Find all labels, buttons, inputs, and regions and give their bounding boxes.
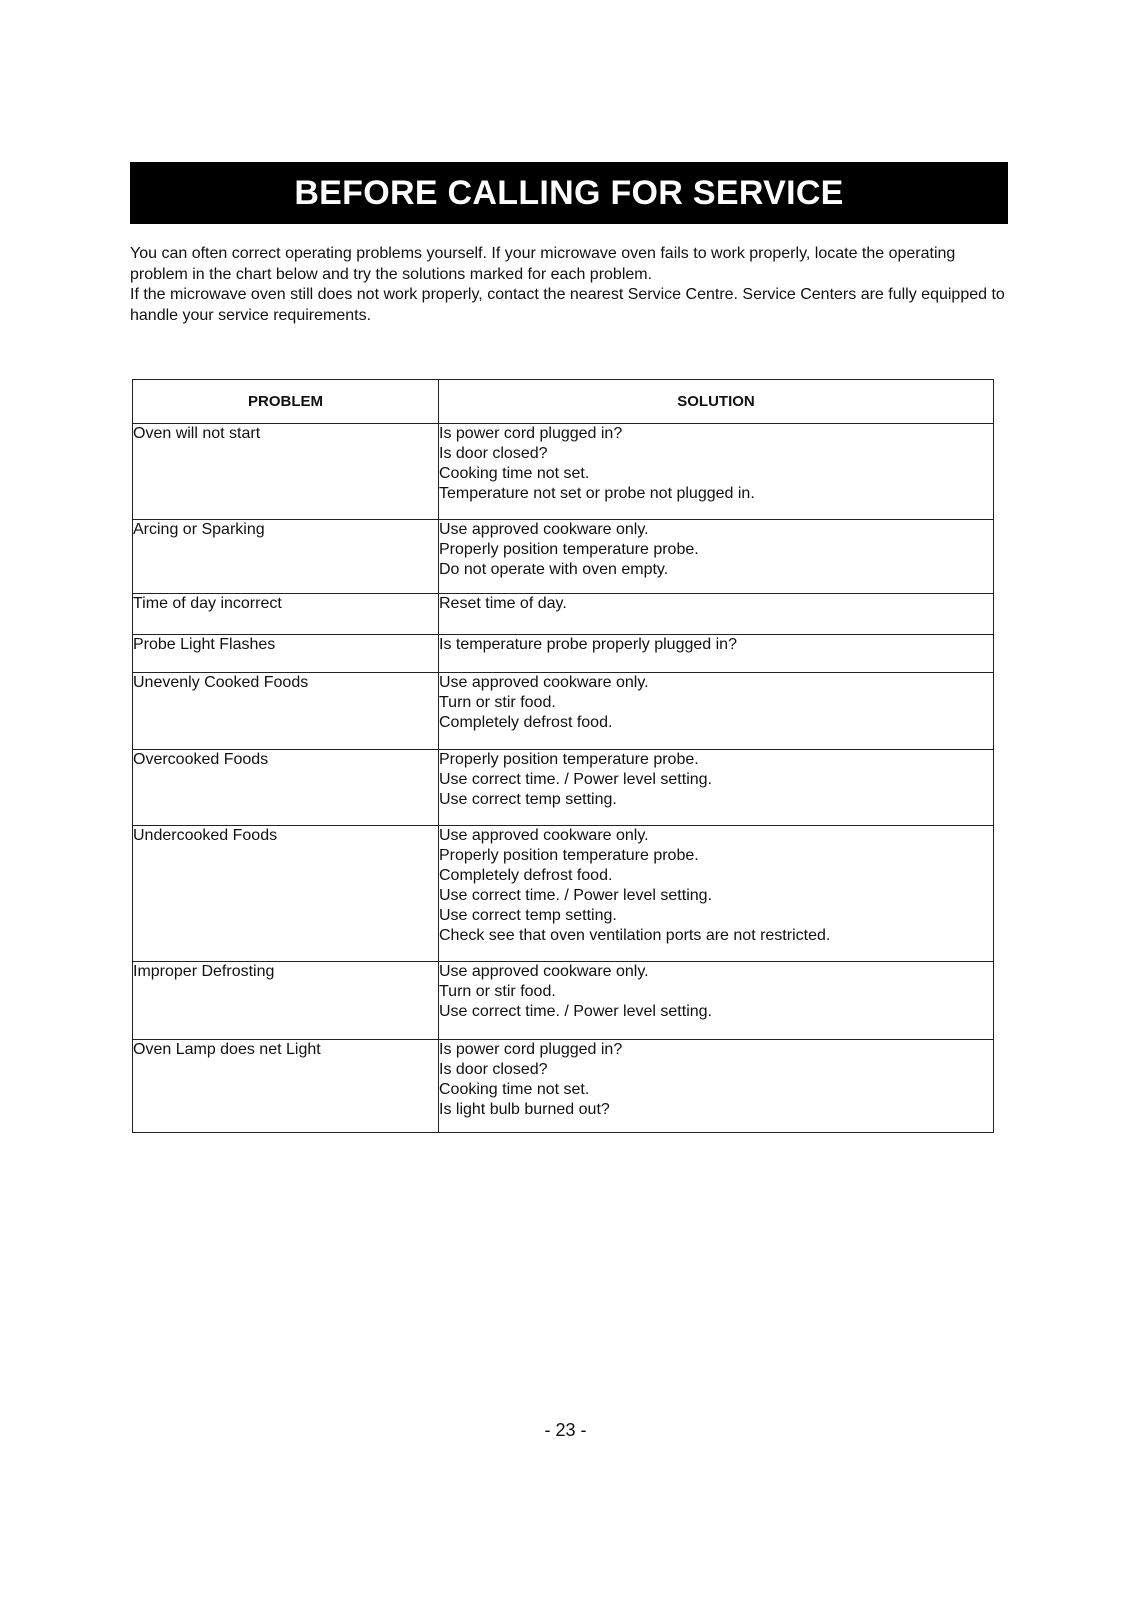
solution-cell (439, 424, 994, 520)
solution-line: Turn or stir food. (439, 983, 556, 1000)
solution-cell (439, 594, 994, 635)
problem-cell: Arcing or Sparking (133, 520, 439, 594)
solution-line: Completely defrost food. (439, 867, 613, 884)
table-row (133, 594, 994, 635)
table-row (133, 1040, 994, 1133)
intro-text (130, 244, 1010, 326)
solution-line: Is door closed? (439, 445, 548, 462)
table-row (133, 635, 994, 673)
solution-line: Use approved cookware only. (439, 674, 649, 691)
solution-line: Use correct temp setting. (439, 791, 617, 808)
problem-cell: Oven Lamp does net Light (133, 1040, 439, 1133)
solution-line: Completely defrost food. (439, 714, 613, 731)
solution-line: Use approved cookware only. (439, 963, 649, 980)
table-row (133, 424, 994, 520)
header-problem: PROBLEM (133, 380, 439, 424)
table-body (133, 424, 994, 1133)
solution-cell (439, 635, 994, 673)
problem-cell: Oven will not start (133, 424, 439, 520)
problem-cell: Overcooked Foods (133, 750, 439, 826)
table-row (133, 962, 994, 1040)
solution-cell (439, 1040, 994, 1133)
page-number: - 23 - (544, 1420, 587, 1440)
page-title-banner (130, 162, 1008, 224)
problem-cell: Unevenly Cooked Foods (133, 673, 439, 750)
solution-cell (439, 673, 994, 750)
solution-line: Turn or stir food. (439, 694, 556, 711)
solution-line: Check see that oven ventilation ports are not restricted. (439, 927, 831, 944)
solution-line: Temperature not set or probe not plugged in. (439, 485, 755, 502)
solution-line: Is power cord plugged in? (439, 425, 623, 442)
solution-line: Is temperature probe properly plugged in? (439, 636, 737, 653)
problem-cell: Time of day incorrect (133, 594, 439, 635)
solution-line: Is power cord plugged in? (439, 1041, 623, 1058)
table-row (133, 673, 994, 750)
solution-line: Properly position temperature probe. (439, 751, 699, 768)
table-header-row (133, 380, 994, 424)
solution-line: Use correct time. / Power level setting. (439, 887, 712, 904)
solution-line: Use approved cookware only. (439, 827, 649, 844)
intro-paragraph-2: If the microwave oven still does not work properly, contact the nearest Service Centre. Service Centers are fully equipped to handle your service requirements. (130, 286, 1005, 324)
solution-line: Properly position temperature probe. (439, 847, 699, 864)
solution-line: Reset time of day. (439, 595, 567, 612)
troubleshooting-table (132, 379, 994, 1133)
table-row (133, 750, 994, 826)
problem-cell: Probe Light Flashes (133, 635, 439, 673)
header-solution: SOLUTION (439, 380, 994, 424)
solution-cell (439, 962, 994, 1040)
solution-line: Use correct time. / Power level setting. (439, 1003, 712, 1020)
table-row (133, 520, 994, 594)
solution-line: Cooking time not set. (439, 465, 590, 482)
table-row (133, 826, 994, 962)
solution-cell (439, 750, 994, 826)
solution-line: Use approved cookware only. (439, 521, 649, 538)
solution-line: Properly position temperature probe. (439, 541, 699, 558)
solution-line: Is light bulb burned out? (439, 1101, 610, 1118)
solution-line: Use correct temp setting. (439, 907, 617, 924)
solution-line: Do not operate with oven empty. (439, 561, 669, 578)
problem-cell: Improper Defrosting (133, 962, 439, 1040)
intro-paragraph-1: You can often correct operating problems yourself. If your microwave oven fails to work properly, locate the operating problem in the chart below and try the solutions marked for each problem. (130, 245, 956, 283)
solution-line: Use correct time. / Power level setting. (439, 771, 712, 788)
page-title: BEFORE CALLING FOR SERVICE (294, 173, 844, 212)
solution-line: Cooking time not set. (439, 1081, 590, 1098)
solution-cell (439, 826, 994, 962)
problem-cell: Undercooked Foods (133, 826, 439, 962)
solution-cell (439, 520, 994, 594)
solution-line: Is door closed? (439, 1061, 548, 1078)
